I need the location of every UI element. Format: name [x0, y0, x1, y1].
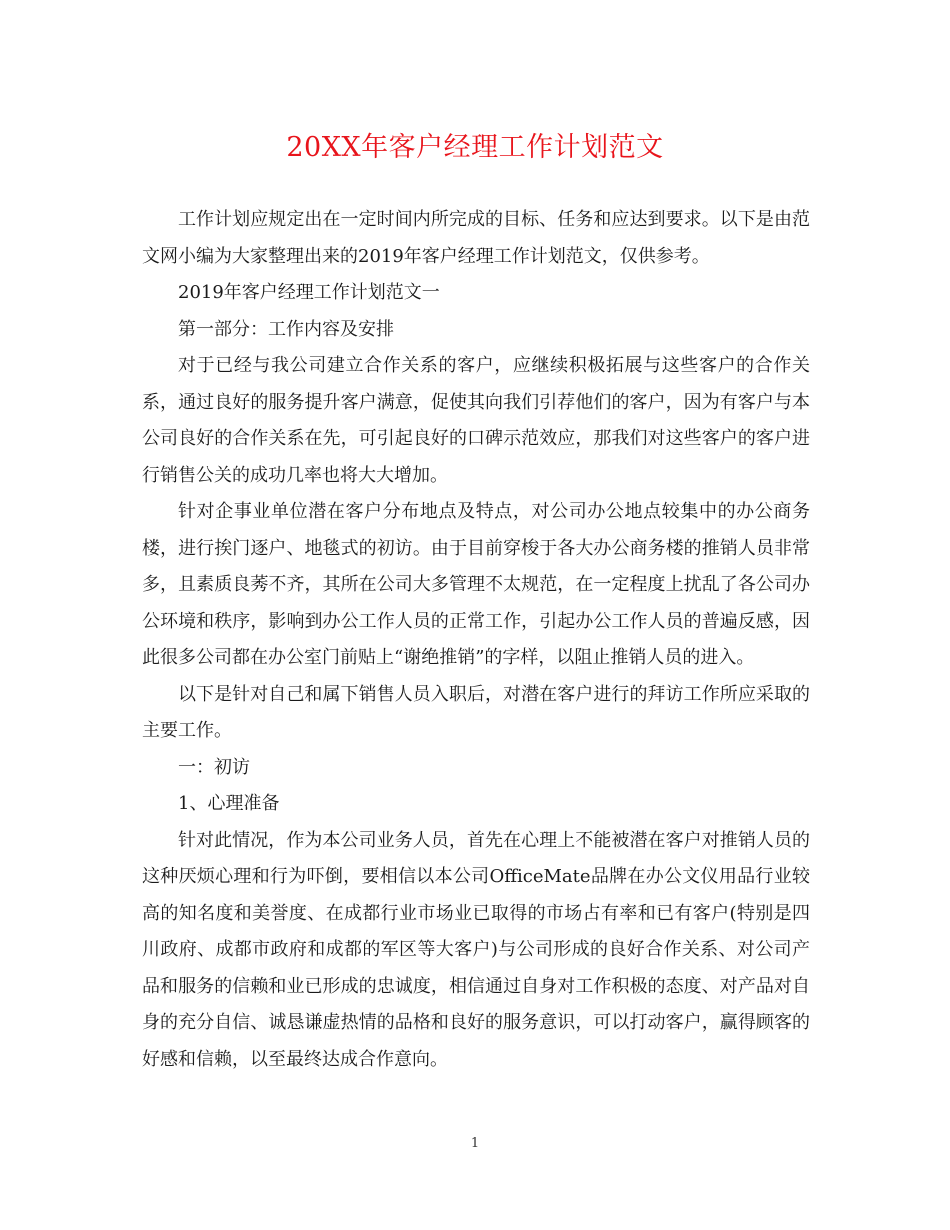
- paragraph-potential-clients: 针对企事业单位潜在客户分布地点及特点，对公司办公地点较集中的办公商务楼，进行挨门逐户、地毯式的初访。由于目前穿梭于各大办公商务楼的推销人员非常多，且素质良莠不齐，其所在公司大多管理不太规范，在一定程度上扰乱了各公司办公环境和秩序，影响到办公工作人员的正常工作，引起办公工作人员的普遍反感，因此很多公司都在办公室门前贴上“谢绝推销”的字样，以阻止推销人员的进入。: [142, 501, 810, 668]
- paragraph-intro: 工作计划应规定出在一定时间内所完成的目标、任务和应达到要求。以下是由范文网小编为大家整理出来的2019年客户经理工作计划范文，仅供参考。: [142, 209, 810, 267]
- paragraph-existing-clients: 对于已经与我公司建立合作关系的客户，应继续积极拓展与这些客户的合作关系，通过良好的服务提升客户满意，促使其向我们引荐他们的客户，因为有客户与本公司良好的合作关系在先，可引起良好的口碑示范效应，那我们对这些客户的客户进行销售公关的成功几率也将大大增加。: [142, 355, 810, 486]
- paragraph-subtitle: 2019年客户经理工作计划范文一: [178, 282, 440, 303]
- paragraph-mental-prep-heading: 1、心理准备: [178, 793, 280, 814]
- paragraph-mental-prep: 针对此情况，作为本公司业务人员，首先在心理上不能被潜在客户对推销人员的这种厌烦心理和行为吓倒，要相信以本公司OfficeMate品牌在办公文仪用品行业较高的知名度和美誉度、在成都行业市场业已取得的市场占有率和已有客户(特别是四川政府、成都市政府和成都的军区等大客户)与公司形成的良好合作关系、对公司产品和服务的信赖和业已形成的忠诚度，相信通过自身对工作积极的态度、对产品对自身的充分自信、诚恳谦虚热情的品格和良好的服务意识，可以打动客户，赢得顾客的好感和信赖，以至最终达成合作意向。: [142, 829, 810, 1070]
- paragraph-main-work: 以下是针对自己和属下销售人员入职后，对潜在客户进行的拜访工作所应采取的主要工作。: [142, 683, 810, 741]
- document-body: [142, 202, 810, 1078]
- document-title: 20XX年客户经理工作计划范文: [286, 132, 664, 163]
- paragraph-first-visit-heading: 一：初访: [178, 756, 250, 778]
- page-number: 1: [470, 1136, 480, 1151]
- paragraph-section-heading: 第一部分：工作内容及安排: [178, 318, 394, 340]
